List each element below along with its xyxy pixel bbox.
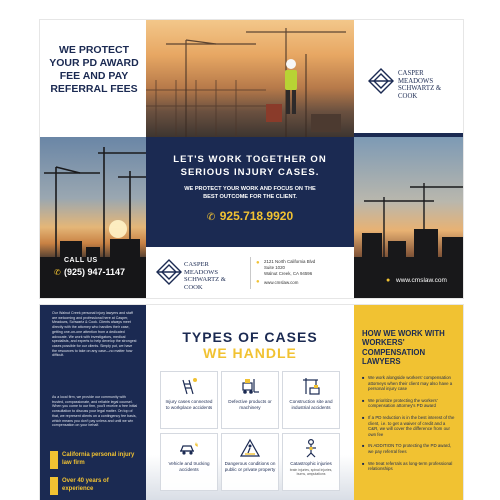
cta-phone-number: 925.718.9920 (219, 209, 294, 223)
brochure-outside-spread (40, 20, 463, 298)
badge-experience-text: Over 40 years of experience (62, 478, 109, 492)
list-item: ■ We treat referrals as long-term professional relationships (362, 460, 453, 472)
headline-text: WE PROTECT YOUR PD AWARD FEE AND PAY REFERRAL FEES (49, 44, 139, 95)
workers-comp-list (362, 375, 456, 478)
globe-icon: ● (256, 279, 260, 285)
bullet-icon: ■ (362, 397, 365, 403)
catastrophic-injury-icon (301, 438, 321, 458)
case-types-title-1: TYPES OF CASES (182, 329, 318, 345)
address-line-2: Suite 1020 (264, 265, 285, 270)
firm-logo-icon (156, 259, 182, 285)
cta-subheading: WE PROTECT YOUR WORK AND FOCUS ON THE BEST OUTCOME FOR THE CLIENT. (184, 186, 316, 200)
website-link[interactable]: www.cmslaw.com (396, 277, 447, 284)
case-types-grid (160, 371, 340, 495)
case-label: Injury cases connected to workplace accidents (165, 399, 213, 410)
badge-california (50, 451, 140, 469)
car-crash-icon (179, 438, 199, 458)
call-us-number: (925) 947-1147 (64, 267, 126, 277)
address-line-3: Walnut Creek, CA 94596 (264, 271, 313, 276)
brochure-inside-spread (40, 305, 463, 500)
firm-logo-text: CASPER MEADOWS SCHWARTZ & COOK (398, 70, 442, 100)
list-item: ■ IN ADDITION TO protecting the PD award, we pay referral fees (362, 443, 452, 454)
firm-logo-text: CASPER MEADOWS SCHWARTZ & COOK (184, 261, 226, 291)
case-card (282, 433, 340, 491)
headline-panel (40, 20, 146, 137)
list-item: ■ We work alongside workers' compensation attorneys when their client may also have a personal injury case (362, 375, 453, 392)
badge-experience (50, 477, 140, 495)
case-label: Vehicle and trucking accidents (168, 461, 210, 472)
bullet-icon: ■ (362, 443, 365, 449)
address-line-1: 2121 North California Blvd (264, 259, 316, 264)
list-item: ■ If a PD reduction is in the best interest of the client, i.e. to get a waiver of credit and a C&R, we will cover the difference from our own fee (362, 414, 455, 437)
construction-worker-photo (146, 20, 354, 137)
badge-california-text: California personal injury law firm (62, 452, 135, 466)
location-pin-icon: ● (256, 260, 260, 266)
cranes-dusk-photo (40, 137, 146, 298)
cta-heading: LET'S WORK TOGETHER ON SERIOUS INJURY CASES. (173, 154, 327, 178)
case-label: Construction site and industrial accidents (289, 399, 333, 410)
case-label: Catastrophic injuries (290, 461, 332, 466)
website-link[interactable]: www.cmslaw.com (264, 280, 299, 285)
slip-hazard-icon (240, 438, 260, 458)
phone-icon: ✆ (54, 268, 61, 277)
cranes-skyline-photo (354, 137, 463, 298)
case-card (160, 371, 218, 429)
cover-logo-panel (354, 20, 463, 137)
case-card (160, 433, 218, 491)
bullet-icon: ■ (362, 375, 365, 380)
workers-comp-panel (354, 305, 463, 500)
case-note: brain injuries, spinal injuries, burns, amputations (289, 467, 333, 476)
case-types-panel (146, 305, 354, 500)
case-label: Defective products or machinery (228, 399, 272, 410)
forklift-icon (240, 376, 260, 396)
cta-phone-row[interactable] (146, 207, 354, 225)
workers-comp-title: HOW WE WORK WITH WORKERS' COMPENSATION LAWYERS (362, 329, 445, 367)
case-label: Dangerous conditions on public or private property (224, 461, 276, 472)
contact-info-panel (146, 247, 354, 298)
cta-panel (146, 137, 354, 247)
list-item: ■ We prioritize protecting the workers' compensation attorney's PD award (362, 397, 438, 409)
case-card (282, 371, 340, 429)
firm-logo-icon (368, 68, 394, 94)
case-card (221, 433, 279, 491)
about-paragraph-1: Our Walnut Creek personal injury lawyers and staff are welcoming and professional here at Casper, Meadows, Schwartz & Cook. Clients always meet directly with the attorney who handles their case, getting one-on-one attention from a dedicated advocate. We work with investigators, medical specialists, and experts to help develop the strongest cases possible for our clients. Simply put, we have the resources to take on any case—no matter how difficult. (52, 311, 137, 358)
construction-site-icon (301, 376, 321, 396)
call-us-label: CALL US (64, 257, 98, 264)
about-paragraph-2: As a local firm, we provide our community with trusted, compassionate, and reliable legal counsel. When you come to our firm, you'll receive a free initial consultation to discuss your legal matter. On top of that, we represent clients on a contingency fee basis, which means you don't pay unless and until we win compensation on your behalf. (52, 395, 138, 428)
bullet-icon: ■ (362, 460, 365, 466)
bullet-icon: ■ (362, 414, 365, 420)
globe-icon: ● (386, 277, 391, 284)
about-panel (40, 305, 146, 500)
phone-icon: ✆ (206, 212, 216, 223)
case-card (221, 371, 279, 429)
case-types-title-2: WE HANDLE (203, 345, 297, 361)
ladder-fall-icon (179, 376, 199, 396)
